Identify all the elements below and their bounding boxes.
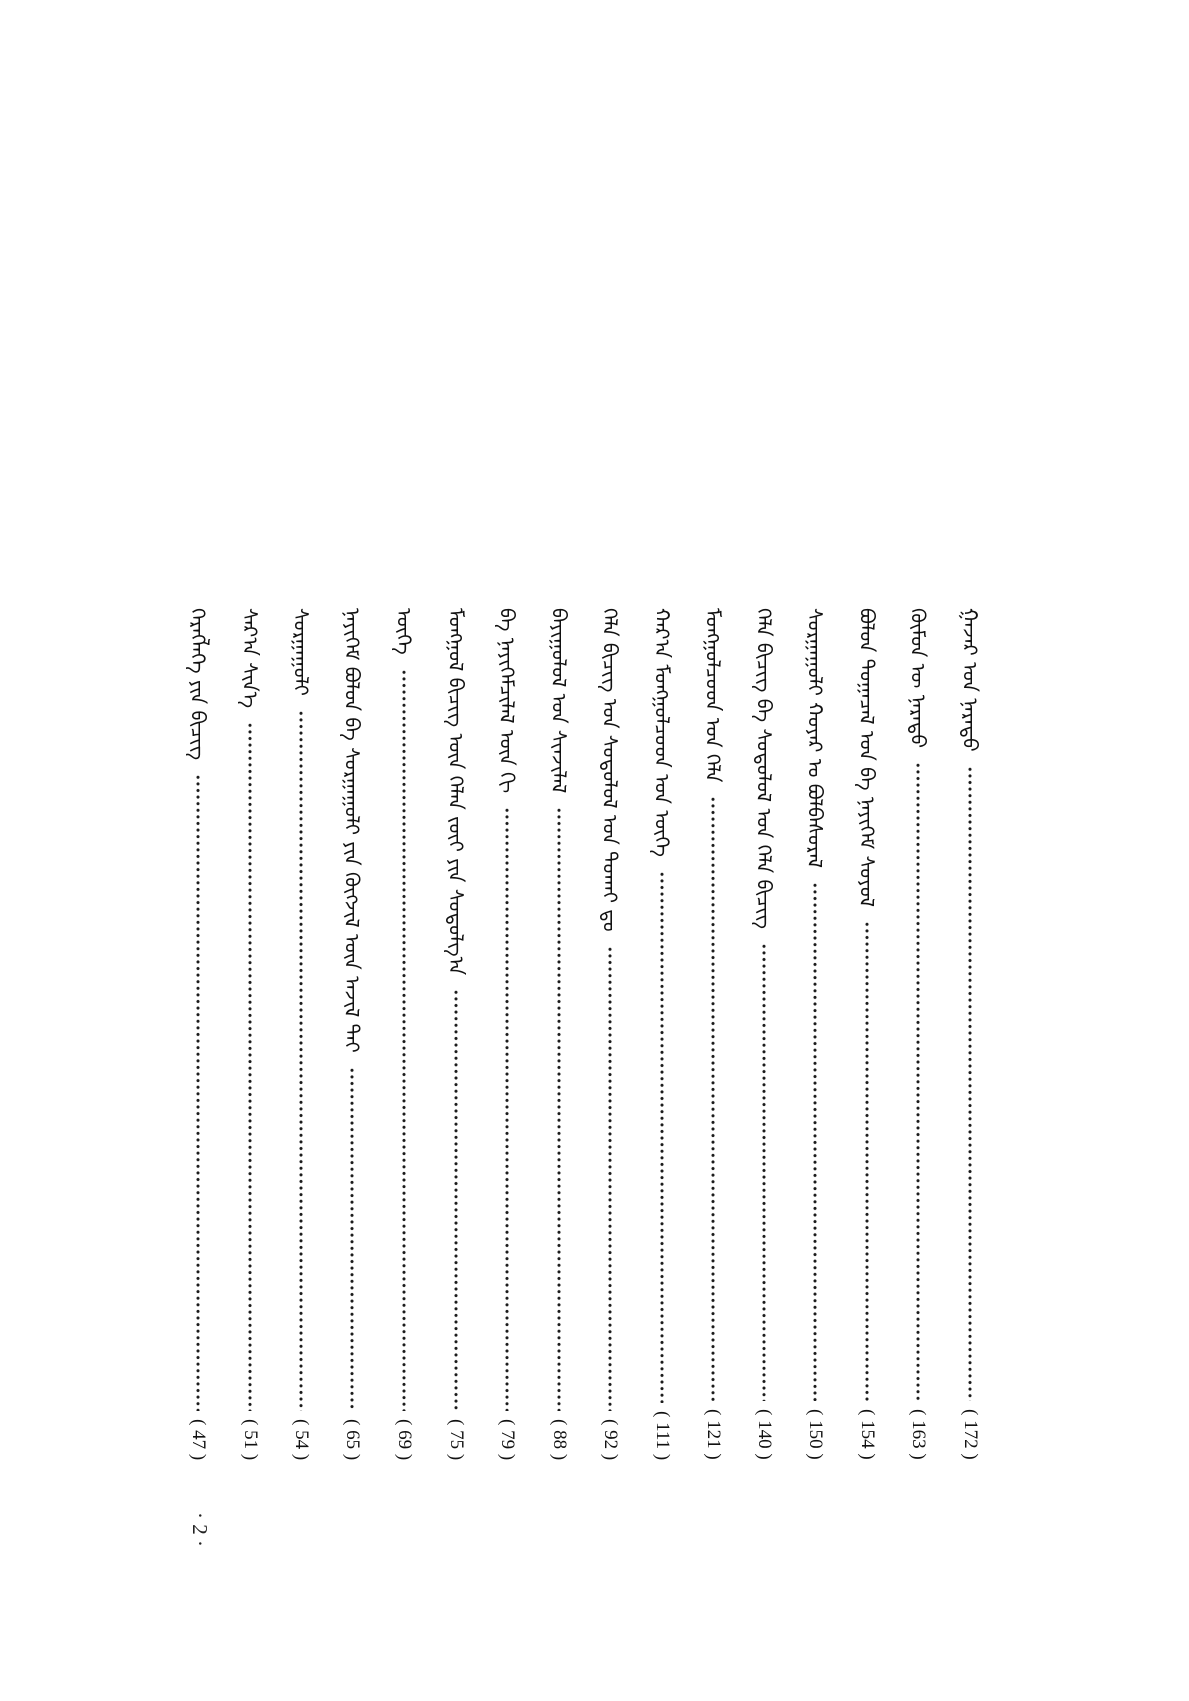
toc-entry bbox=[596, 608, 624, 1460]
toc-entry bbox=[442, 608, 470, 1460]
toc-entry-title: ᠰᠠᠷ᠎ᠠ ᠰᠢᠨ᠎ᠡ bbox=[238, 608, 262, 709]
page-number-folio: · 2 · bbox=[188, 1512, 212, 1547]
toc-entry-title: ᠬᠡᠯᠡ ᠪᠢᠴᠢᠭ ᠪᠠ ᠰᠤᠳᠤᠯᠤᠯ ᠤᠨ ᠬᠡᠯᠡ ᠪᠢᠴᠢᠭ bbox=[752, 608, 776, 930]
toc-entry bbox=[801, 608, 829, 1460]
toc-entry-title: ᠪᠠᠶᠢᠭᠤᠯᠤᠯ ᠤᠨ ᠰᠢᠨᠵᠢᠯᠡᠯ bbox=[547, 608, 571, 794]
toc-entry-page-number: ( 121 ) bbox=[703, 1409, 724, 1460]
toc-entry bbox=[390, 608, 418, 1460]
toc-entry bbox=[699, 608, 727, 1460]
toc-entry bbox=[904, 608, 932, 1460]
toc-entry-title: ᠪᠣᠯᠣᠨ ᠲᠣᠭᠠᠴᠠᠯ ᠤᠨ ᠪᠠ ᠨᠡᠶᠢᠭᠡᠮ ᠰᠣᠶᠣᠯ bbox=[855, 608, 879, 908]
toc-entry bbox=[493, 608, 521, 1460]
toc-entry-title: ᠬᠡᠯᠡ ᠪᠢᠴᠢᠭ ᠤᠨ ᠰᠤᠳᠤᠯᠤᠯ ᠤᠨ ᠲᠤᠬᠠᠢ ᠳᠤ bbox=[598, 608, 622, 932]
toc-entry-page-number: ( 54 ) bbox=[291, 1418, 312, 1460]
toc-entry-title: ᠰᠤᠷᠭᠠᠭᠤᠯᠢ ᠬᠣᠶᠠᠷ ᠤ ᠪᠣᠯᠪᠠᠰᠤᠷᠠᠯ bbox=[803, 608, 827, 869]
toc-entry-page-number: ( 47 ) bbox=[188, 1418, 209, 1460]
toc-entry-title: ᠬᠡᠷᠡᠭᠯᠡᠭᠡ ᠶᠢᠨ ᠪᠢᠴᠢᠭ bbox=[186, 608, 210, 761]
toc-entry bbox=[287, 608, 315, 1460]
toc-entry-title: ᠮᠣᠩᠭᠣᠯᠴᠤᠳ ᠤᠨ ᠬᠡᠯᠡ bbox=[701, 608, 725, 783]
toc-entry-title: ᠰᠤᠷᠭᠠᠭᠤᠯᠢ bbox=[289, 608, 313, 696]
dot-leader bbox=[648, 871, 676, 1403]
toc-entry-title: ᠬᠠᠷ᠎ᠠ ᠮᠣᠩᠭᠣᠯᠴᠤᠳ ᠤᠨ ᠦᠭᠡ bbox=[650, 608, 674, 857]
toc-entry bbox=[648, 608, 676, 1460]
dot-leader bbox=[184, 774, 212, 1411]
dot-leader bbox=[801, 882, 829, 1401]
dot-leader bbox=[442, 989, 470, 1411]
toc-entry-page-number: ( 92 ) bbox=[600, 1418, 621, 1460]
dot-leader bbox=[287, 710, 315, 1411]
toc-entry-page-number: ( 69 ) bbox=[394, 1418, 415, 1460]
toc-entry-title: ᠪᠠ ᠨᠡᠶᠢᠭᠡᠮᠴᠢᠯᠡᠯ ᠦᠨ ᠬᠢ bbox=[495, 608, 519, 794]
toc-entry bbox=[184, 608, 212, 1460]
dot-leader bbox=[338, 1067, 366, 1411]
toc-entry-page-number: ( 79 ) bbox=[497, 1418, 518, 1460]
toc-entry bbox=[750, 608, 778, 1460]
dot-leader bbox=[545, 807, 573, 1411]
toc-entry-title: ᠦᠭᠡ bbox=[392, 608, 416, 655]
toc-entry-page-number: ( 163 ) bbox=[908, 1409, 929, 1460]
dot-leader bbox=[493, 807, 521, 1411]
toc-entry-page-number: ( 140 ) bbox=[754, 1409, 775, 1460]
toc-entry bbox=[956, 608, 984, 1460]
toc-entry-page-number: ( 88 ) bbox=[549, 1418, 570, 1460]
toc-entry-page-number: ( 75 ) bbox=[446, 1418, 467, 1460]
toc-entry-title: ᠮᠣᠩᠭᠣᠯ ᠪᠢᠴᠢᠭ ᠦᠨ ᠬᠡᠯᠡᠨ ᠵᠦᠢ ᠶᠢᠨ ᠰᠤᠳᠤᠯᠭ᠎ᠠ bbox=[444, 608, 468, 976]
toc-entry-page-number: ( 150 ) bbox=[805, 1409, 826, 1460]
toc-entry bbox=[338, 608, 366, 1460]
toc-entry-page-number: ( 154 ) bbox=[857, 1409, 878, 1460]
dot-leader bbox=[750, 943, 778, 1401]
dot-leader bbox=[699, 796, 727, 1401]
toc-entry-title: ᠬᠦᠮᠦᠨ ᠦ ᠨᠡᠷᠡᠲᠦ bbox=[906, 608, 930, 749]
toc-entry bbox=[545, 608, 573, 1460]
toc-entry-page-number: ( 172 ) bbox=[960, 1409, 981, 1460]
toc-entry-title: ᠨᠡᠶᠢᠭᠡᠮ ᠪᠣᠯᠣᠨ ᠪᠡ ᠰᠤᠷᠭᠠᠭᠤᠯᠢ ᠶᠢᠨ ᠬᠥᠭᠵᠢᠯ ᠦᠨ ᠠᠵᠢᠯ ᠲᠠᠢ bbox=[340, 608, 364, 1053]
dot-leader bbox=[596, 946, 624, 1411]
dot-leader bbox=[390, 669, 418, 1411]
toc-entry-page-number: ( 51 ) bbox=[240, 1418, 261, 1460]
dot-leader bbox=[236, 722, 264, 1411]
dot-leader bbox=[904, 762, 932, 1401]
toc-entry-page-number: ( 111 ) bbox=[652, 1410, 673, 1460]
toc-entry-title: ᠭᠠᠵᠠᠷ ᠤᠨ ᠨᠡᠷᠡᠲᠦ bbox=[958, 608, 982, 752]
toc-entry bbox=[236, 608, 264, 1460]
dot-leader bbox=[956, 766, 984, 1402]
dot-leader bbox=[853, 921, 881, 1401]
toc-entry bbox=[853, 608, 881, 1460]
toc-entry-page-number: ( 65 ) bbox=[342, 1418, 363, 1460]
